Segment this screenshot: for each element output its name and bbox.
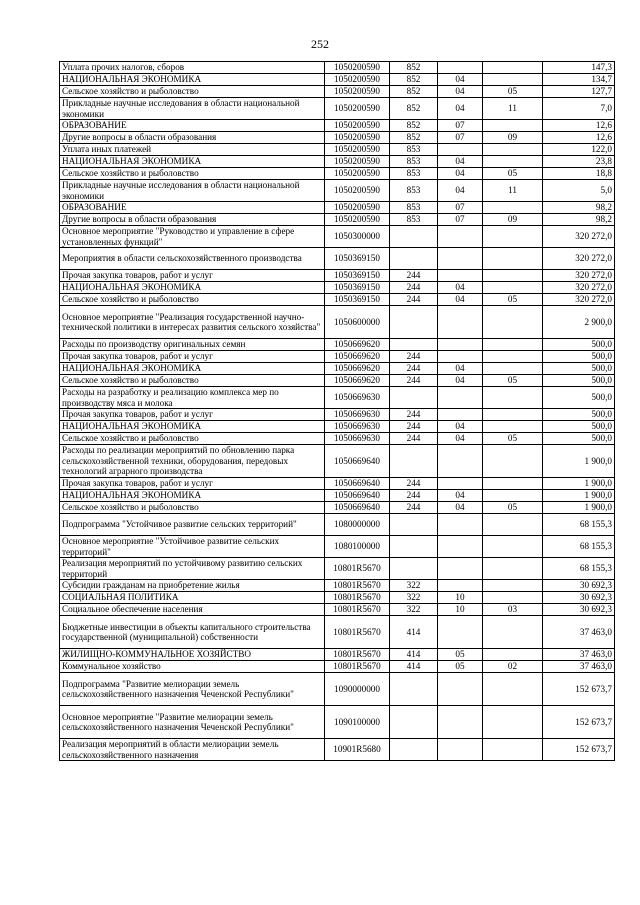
cell-target-code: 1050200590 bbox=[325, 98, 390, 120]
cell-expense-type bbox=[390, 706, 438, 739]
cell-subsection bbox=[483, 478, 543, 490]
cell-target-code: 1050200590 bbox=[325, 74, 390, 86]
cell-item-name: Основное мероприятие "Реализация государственной научно-технической политики в интересах развития сельского хозяйства" bbox=[60, 306, 325, 339]
cell-expense-type bbox=[390, 306, 438, 339]
cell-item-name: Основное мероприятие "Развитие мелиорации земель сельскохозяйственного назначения Чеченской Республики" bbox=[60, 706, 325, 739]
cell-section bbox=[438, 248, 483, 270]
cell-subsection bbox=[483, 120, 543, 132]
cell-item-name: Сельское хозяйство и рыболовство bbox=[60, 294, 325, 306]
cell-amount: 500,0 bbox=[543, 375, 615, 387]
cell-amount: 37 463,0 bbox=[543, 661, 615, 673]
cell-subsection: 05 bbox=[483, 86, 543, 98]
cell-section: 10 bbox=[438, 604, 483, 616]
cell-expense-type bbox=[390, 387, 438, 409]
cell-amount: 1 900,0 bbox=[543, 478, 615, 490]
cell-section: 07 bbox=[438, 202, 483, 214]
cell-section bbox=[438, 62, 483, 74]
cell-item-name: НАЦИОНАЛЬНАЯ ЭКОНОМИКА bbox=[60, 282, 325, 294]
cell-expense-type: 852 bbox=[390, 98, 438, 120]
cell-item-name: Сельское хозяйство и рыболовство bbox=[60, 433, 325, 445]
cell-expense-type: 244 bbox=[390, 478, 438, 490]
cell-amount: 2 900,0 bbox=[543, 306, 615, 339]
cell-amount: 320 272,0 bbox=[543, 248, 615, 270]
cell-target-code: 1050669620 bbox=[325, 363, 390, 375]
cell-target-code: 1050669630 bbox=[325, 387, 390, 409]
cell-amount: 320 272,0 bbox=[543, 270, 615, 282]
table-row bbox=[60, 478, 615, 490]
table-row bbox=[60, 490, 615, 502]
cell-expense-type: 244 bbox=[390, 433, 438, 445]
cell-section: 05 bbox=[438, 649, 483, 661]
cell-expense-type: 244 bbox=[390, 363, 438, 375]
cell-expense-type: 244 bbox=[390, 282, 438, 294]
cell-amount: 68 155,3 bbox=[543, 514, 615, 536]
cell-amount: 37 463,0 bbox=[543, 616, 615, 649]
table-row bbox=[60, 168, 615, 180]
table-row bbox=[60, 156, 615, 168]
cell-item-name: НАЦИОНАЛЬНАЯ ЭКОНОМИКА bbox=[60, 421, 325, 433]
cell-expense-type: 414 bbox=[390, 661, 438, 673]
table-row bbox=[60, 74, 615, 86]
cell-expense-type: 853 bbox=[390, 202, 438, 214]
cell-section: 07 bbox=[438, 132, 483, 144]
cell-amount: 127,7 bbox=[543, 86, 615, 98]
cell-item-name: Прочая закупка товаров, работ и услуг bbox=[60, 409, 325, 421]
cell-expense-type bbox=[390, 673, 438, 706]
cell-target-code: 1050669640 bbox=[325, 478, 390, 490]
cell-item-name: Основное мероприятие "Руководство и управление в сфере установленных функций" bbox=[60, 226, 325, 248]
cell-amount: 152 673,7 bbox=[543, 739, 615, 761]
cell-item-name: Мероприятия в области сельскохозяйственного производства bbox=[60, 248, 325, 270]
cell-section: 04 bbox=[438, 74, 483, 86]
cell-target-code: 10801R5670 bbox=[325, 558, 390, 580]
cell-expense-type: 322 bbox=[390, 580, 438, 592]
cell-section: 07 bbox=[438, 214, 483, 226]
cell-amount: 1 900,0 bbox=[543, 502, 615, 514]
cell-section bbox=[438, 514, 483, 536]
cell-subsection: 03 bbox=[483, 604, 543, 616]
cell-target-code: 1050200590 bbox=[325, 144, 390, 156]
table-row bbox=[60, 502, 615, 514]
table-row bbox=[60, 661, 615, 673]
table-row bbox=[60, 180, 615, 202]
cell-item-name: Прикладные научные исследования в области национальной экономики bbox=[60, 180, 325, 202]
cell-amount: 134,7 bbox=[543, 74, 615, 86]
cell-target-code: 1050369150 bbox=[325, 270, 390, 282]
cell-item-name: Сельское хозяйство и рыболовство bbox=[60, 86, 325, 98]
table-row bbox=[60, 202, 615, 214]
cell-section bbox=[438, 478, 483, 490]
cell-item-name: Прочая закупка товаров, работ и услуг bbox=[60, 478, 325, 490]
cell-item-name: ЖИЛИЩНО-КОММУНАЛЬНОЕ ХОЗЯЙСТВО bbox=[60, 649, 325, 661]
cell-expense-type bbox=[390, 536, 438, 558]
cell-amount: 320 272,0 bbox=[543, 294, 615, 306]
cell-target-code: 1090100000 bbox=[325, 706, 390, 739]
cell-subsection bbox=[483, 706, 543, 739]
cell-subsection bbox=[483, 144, 543, 156]
cell-item-name: Уплата прочих налогов, сборов bbox=[60, 62, 325, 74]
cell-target-code: 1050200590 bbox=[325, 202, 390, 214]
cell-expense-type: 244 bbox=[390, 409, 438, 421]
cell-expense-type: 244 bbox=[390, 421, 438, 433]
table-row bbox=[60, 214, 615, 226]
cell-item-name: Подпрограмма "Развитие мелиорации земель сельскохозяйственного назначения Чеченской Республики" bbox=[60, 673, 325, 706]
cell-section: 04 bbox=[438, 168, 483, 180]
table-row bbox=[60, 580, 615, 592]
cell-item-name: Другие вопросы в области образования bbox=[60, 214, 325, 226]
cell-section bbox=[438, 536, 483, 558]
cell-subsection: 05 bbox=[483, 433, 543, 445]
cell-amount: 147,3 bbox=[543, 62, 615, 74]
cell-target-code: 1050669620 bbox=[325, 351, 390, 363]
cell-section: 07 bbox=[438, 120, 483, 132]
cell-item-name: ОБРАЗОВАНИЕ bbox=[60, 202, 325, 214]
cell-expense-type: 244 bbox=[390, 270, 438, 282]
cell-section: 04 bbox=[438, 86, 483, 98]
cell-expense-type: 244 bbox=[390, 375, 438, 387]
cell-subsection bbox=[483, 226, 543, 248]
table-row bbox=[60, 421, 615, 433]
table-row bbox=[60, 294, 615, 306]
cell-section bbox=[438, 580, 483, 592]
cell-section bbox=[438, 270, 483, 282]
cell-subsection bbox=[483, 490, 543, 502]
cell-subsection bbox=[483, 306, 543, 339]
table-row bbox=[60, 739, 615, 761]
cell-item-name: Другие вопросы в области образования bbox=[60, 132, 325, 144]
cell-subsection: 05 bbox=[483, 375, 543, 387]
cell-amount: 500,0 bbox=[543, 363, 615, 375]
cell-target-code: 1050200590 bbox=[325, 214, 390, 226]
cell-target-code: 10901R5680 bbox=[325, 739, 390, 761]
cell-target-code: 1050669640 bbox=[325, 445, 390, 478]
cell-expense-type: 322 bbox=[390, 592, 438, 604]
cell-section: 04 bbox=[438, 502, 483, 514]
cell-target-code: 1050669620 bbox=[325, 339, 390, 351]
cell-target-code: 1050369150 bbox=[325, 294, 390, 306]
cell-item-name: СОЦИАЛЬНАЯ ПОЛИТИКА bbox=[60, 592, 325, 604]
cell-item-name: Сельское хозяйство и рыболовство bbox=[60, 375, 325, 387]
cell-target-code: 10801R5670 bbox=[325, 661, 390, 673]
cell-amount: 320 272,0 bbox=[543, 226, 615, 248]
table-row bbox=[60, 706, 615, 739]
cell-item-name: Расходы по реализации мероприятий по обновлению парка сельскохозяйственной техники, оборудования, передовых технологий аграрного производства bbox=[60, 445, 325, 478]
cell-subsection bbox=[483, 514, 543, 536]
cell-section bbox=[438, 673, 483, 706]
table-row bbox=[60, 132, 615, 144]
cell-section: 04 bbox=[438, 433, 483, 445]
cell-subsection bbox=[483, 351, 543, 363]
cell-subsection bbox=[483, 156, 543, 168]
cell-expense-type: 853 bbox=[390, 156, 438, 168]
cell-expense-type: 244 bbox=[390, 490, 438, 502]
cell-subsection: 09 bbox=[483, 214, 543, 226]
cell-expense-type: 852 bbox=[390, 132, 438, 144]
cell-item-name: Реализация мероприятий по устойчивому развитию сельских территорий bbox=[60, 558, 325, 580]
cell-expense-type: 852 bbox=[390, 120, 438, 132]
cell-section: 04 bbox=[438, 363, 483, 375]
table-row bbox=[60, 649, 615, 661]
cell-expense-type: 244 bbox=[390, 351, 438, 363]
cell-subsection: 09 bbox=[483, 132, 543, 144]
cell-section bbox=[438, 351, 483, 363]
cell-section bbox=[438, 226, 483, 248]
cell-item-name: Субсидии гражданам на приобретение жилья bbox=[60, 580, 325, 592]
table-row bbox=[60, 120, 615, 132]
cell-subsection bbox=[483, 248, 543, 270]
cell-target-code: 1050669640 bbox=[325, 490, 390, 502]
cell-target-code: 1050200590 bbox=[325, 156, 390, 168]
cell-target-code: 1050200590 bbox=[325, 180, 390, 202]
cell-target-code: 1050200590 bbox=[325, 62, 390, 74]
cell-expense-type bbox=[390, 558, 438, 580]
cell-expense-type: 852 bbox=[390, 74, 438, 86]
table-row bbox=[60, 387, 615, 409]
cell-expense-type: 244 bbox=[390, 502, 438, 514]
table-row bbox=[60, 306, 615, 339]
cell-item-name: Расходы на разработку и реализацию комплекса мер по производству мяса и молока bbox=[60, 387, 325, 409]
cell-subsection bbox=[483, 409, 543, 421]
cell-expense-type: 414 bbox=[390, 649, 438, 661]
cell-target-code: 1050669630 bbox=[325, 409, 390, 421]
cell-section: 04 bbox=[438, 180, 483, 202]
cell-subsection bbox=[483, 202, 543, 214]
cell-section bbox=[438, 445, 483, 478]
cell-section: 04 bbox=[438, 375, 483, 387]
cell-subsection bbox=[483, 739, 543, 761]
cell-amount: 12,6 bbox=[543, 120, 615, 132]
cell-section bbox=[438, 706, 483, 739]
cell-expense-type: 852 bbox=[390, 86, 438, 98]
cell-item-name: НАЦИОНАЛЬНАЯ ЭКОНОМИКА bbox=[60, 363, 325, 375]
table-row bbox=[60, 536, 615, 558]
cell-section: 04 bbox=[438, 156, 483, 168]
cell-target-code: 1050200590 bbox=[325, 132, 390, 144]
cell-section bbox=[438, 409, 483, 421]
cell-item-name: Реализация мероприятий в области мелиорации земель сельскохозяйственного назначения bbox=[60, 739, 325, 761]
cell-expense-type bbox=[390, 226, 438, 248]
cell-subsection bbox=[483, 536, 543, 558]
cell-amount: 320 272,0 bbox=[543, 282, 615, 294]
cell-amount: 98,2 bbox=[543, 214, 615, 226]
cell-amount: 500,0 bbox=[543, 351, 615, 363]
cell-subsection bbox=[483, 592, 543, 604]
cell-target-code: 1050669630 bbox=[325, 421, 390, 433]
cell-subsection: 11 bbox=[483, 98, 543, 120]
cell-amount: 1 900,0 bbox=[543, 490, 615, 502]
cell-section bbox=[438, 339, 483, 351]
cell-subsection bbox=[483, 363, 543, 375]
cell-amount: 30 692,3 bbox=[543, 592, 615, 604]
table-row bbox=[60, 282, 615, 294]
cell-item-name: НАЦИОНАЛЬНАЯ ЭКОНОМИКА bbox=[60, 156, 325, 168]
cell-item-name: Бюджетные инвестиции в объекты капитального строительства государственной (муниципальной) собственности bbox=[60, 616, 325, 649]
table-row bbox=[60, 409, 615, 421]
cell-target-code: 1050200590 bbox=[325, 86, 390, 98]
cell-target-code: 1050369150 bbox=[325, 248, 390, 270]
cell-subsection: 05 bbox=[483, 502, 543, 514]
cell-subsection: 11 bbox=[483, 180, 543, 202]
cell-target-code: 1090000000 bbox=[325, 673, 390, 706]
cell-subsection bbox=[483, 580, 543, 592]
table-row bbox=[60, 86, 615, 98]
cell-subsection bbox=[483, 62, 543, 74]
cell-section: 04 bbox=[438, 490, 483, 502]
cell-subsection bbox=[483, 270, 543, 282]
cell-target-code: 1080100000 bbox=[325, 536, 390, 558]
cell-item-name: Уплата иных платежей bbox=[60, 144, 325, 156]
cell-expense-type: 244 bbox=[390, 294, 438, 306]
cell-subsection: 05 bbox=[483, 294, 543, 306]
table-row bbox=[60, 351, 615, 363]
cell-item-name: Прочая закупка товаров, работ и услуг bbox=[60, 351, 325, 363]
cell-section bbox=[438, 616, 483, 649]
cell-amount: 7,0 bbox=[543, 98, 615, 120]
cell-target-code: 1050669640 bbox=[325, 502, 390, 514]
cell-amount: 1 900,0 bbox=[543, 445, 615, 478]
cell-expense-type bbox=[390, 248, 438, 270]
table-row bbox=[60, 62, 615, 74]
table-row bbox=[60, 604, 615, 616]
cell-amount: 152 673,7 bbox=[543, 706, 615, 739]
cell-expense-type bbox=[390, 445, 438, 478]
cell-section: 04 bbox=[438, 282, 483, 294]
page-number: 252 bbox=[311, 37, 329, 51]
cell-expense-type: 322 bbox=[390, 604, 438, 616]
cell-target-code: 1080000000 bbox=[325, 514, 390, 536]
cell-subsection bbox=[483, 74, 543, 86]
cell-amount: 152 673,7 bbox=[543, 673, 615, 706]
cell-amount: 122,0 bbox=[543, 144, 615, 156]
cell-target-code: 1050200590 bbox=[325, 120, 390, 132]
cell-expense-type: 853 bbox=[390, 214, 438, 226]
cell-target-code: 1050669630 bbox=[325, 433, 390, 445]
cell-amount: 37 463,0 bbox=[543, 649, 615, 661]
cell-section: 04 bbox=[438, 421, 483, 433]
cell-target-code: 10801R5670 bbox=[325, 604, 390, 616]
table-row bbox=[60, 616, 615, 649]
table-row bbox=[60, 592, 615, 604]
cell-subsection bbox=[483, 339, 543, 351]
cell-amount: 68 155,3 bbox=[543, 558, 615, 580]
cell-target-code: 1050300000 bbox=[325, 226, 390, 248]
table-row bbox=[60, 558, 615, 580]
table-row bbox=[60, 514, 615, 536]
cell-subsection bbox=[483, 558, 543, 580]
budget-table bbox=[59, 61, 615, 761]
cell-section bbox=[438, 739, 483, 761]
cell-section bbox=[438, 306, 483, 339]
cell-item-name: Подпрограмма "Устойчивое развитие сельских территорий" bbox=[60, 514, 325, 536]
cell-section: 10 bbox=[438, 592, 483, 604]
cell-expense-type bbox=[390, 339, 438, 351]
cell-item-name: ОБРАЗОВАНИЕ bbox=[60, 120, 325, 132]
table-row bbox=[60, 363, 615, 375]
cell-amount: 500,0 bbox=[543, 409, 615, 421]
cell-subsection bbox=[483, 616, 543, 649]
cell-item-name: НАЦИОНАЛЬНАЯ ЭКОНОМИКА bbox=[60, 74, 325, 86]
cell-item-name: Основное мероприятие "Устойчивое развитие сельских территорий" bbox=[60, 536, 325, 558]
table-row bbox=[60, 248, 615, 270]
cell-item-name: Расходы по производству оригинальных семян bbox=[60, 339, 325, 351]
cell-target-code: 1050369150 bbox=[325, 282, 390, 294]
cell-section bbox=[438, 144, 483, 156]
cell-amount: 5,0 bbox=[543, 180, 615, 202]
cell-subsection bbox=[483, 445, 543, 478]
cell-amount: 12,6 bbox=[543, 132, 615, 144]
table-row bbox=[60, 339, 615, 351]
cell-expense-type: 853 bbox=[390, 144, 438, 156]
cell-amount: 500,0 bbox=[543, 387, 615, 409]
cell-expense-type bbox=[390, 739, 438, 761]
cell-subsection: 02 bbox=[483, 661, 543, 673]
table-row bbox=[60, 673, 615, 706]
table-row bbox=[60, 375, 615, 387]
cell-target-code: 10801R5670 bbox=[325, 616, 390, 649]
cell-subsection bbox=[483, 421, 543, 433]
cell-section bbox=[438, 387, 483, 409]
cell-item-name: Сельское хозяйство и рыболовство bbox=[60, 168, 325, 180]
cell-expense-type: 852 bbox=[390, 62, 438, 74]
cell-item-name: Прикладные научные исследования в области национальной экономики bbox=[60, 98, 325, 120]
cell-amount: 500,0 bbox=[543, 339, 615, 351]
cell-amount: 500,0 bbox=[543, 421, 615, 433]
cell-item-name: Социальное обеспечение населения bbox=[60, 604, 325, 616]
table-row bbox=[60, 226, 615, 248]
cell-amount: 30 692,3 bbox=[543, 580, 615, 592]
table-row bbox=[60, 433, 615, 445]
cell-subsection bbox=[483, 649, 543, 661]
cell-item-name: Прочая закупка товаров, работ и услуг bbox=[60, 270, 325, 282]
cell-subsection bbox=[483, 387, 543, 409]
cell-section: 05 bbox=[438, 661, 483, 673]
cell-expense-type: 853 bbox=[390, 180, 438, 202]
cell-subsection: 05 bbox=[483, 168, 543, 180]
cell-section bbox=[438, 558, 483, 580]
table-row bbox=[60, 144, 615, 156]
cell-amount: 18,8 bbox=[543, 168, 615, 180]
cell-amount: 68 155,3 bbox=[543, 536, 615, 558]
cell-target-code: 10801R5670 bbox=[325, 592, 390, 604]
cell-item-name: Сельское хозяйство и рыболовство bbox=[60, 502, 325, 514]
cell-expense-type: 853 bbox=[390, 168, 438, 180]
cell-target-code: 10801R5670 bbox=[325, 580, 390, 592]
cell-target-code: 1050669620 bbox=[325, 375, 390, 387]
cell-item-name: Коммунальное хозяйство bbox=[60, 661, 325, 673]
cell-expense-type: 414 bbox=[390, 616, 438, 649]
cell-section: 04 bbox=[438, 98, 483, 120]
cell-target-code: 1050200590 bbox=[325, 168, 390, 180]
cell-amount: 23,8 bbox=[543, 156, 615, 168]
cell-subsection bbox=[483, 282, 543, 294]
cell-target-code: 1050600000 bbox=[325, 306, 390, 339]
cell-item-name: НАЦИОНАЛЬНАЯ ЭКОНОМИКА bbox=[60, 490, 325, 502]
cell-expense-type bbox=[390, 514, 438, 536]
table-row bbox=[60, 445, 615, 478]
cell-section: 04 bbox=[438, 294, 483, 306]
cell-amount: 30 692,3 bbox=[543, 604, 615, 616]
cell-target-code: 10801R5670 bbox=[325, 649, 390, 661]
cell-amount: 98,2 bbox=[543, 202, 615, 214]
table-row bbox=[60, 98, 615, 120]
cell-subsection bbox=[483, 673, 543, 706]
cell-amount: 500,0 bbox=[543, 433, 615, 445]
table-row bbox=[60, 270, 615, 282]
